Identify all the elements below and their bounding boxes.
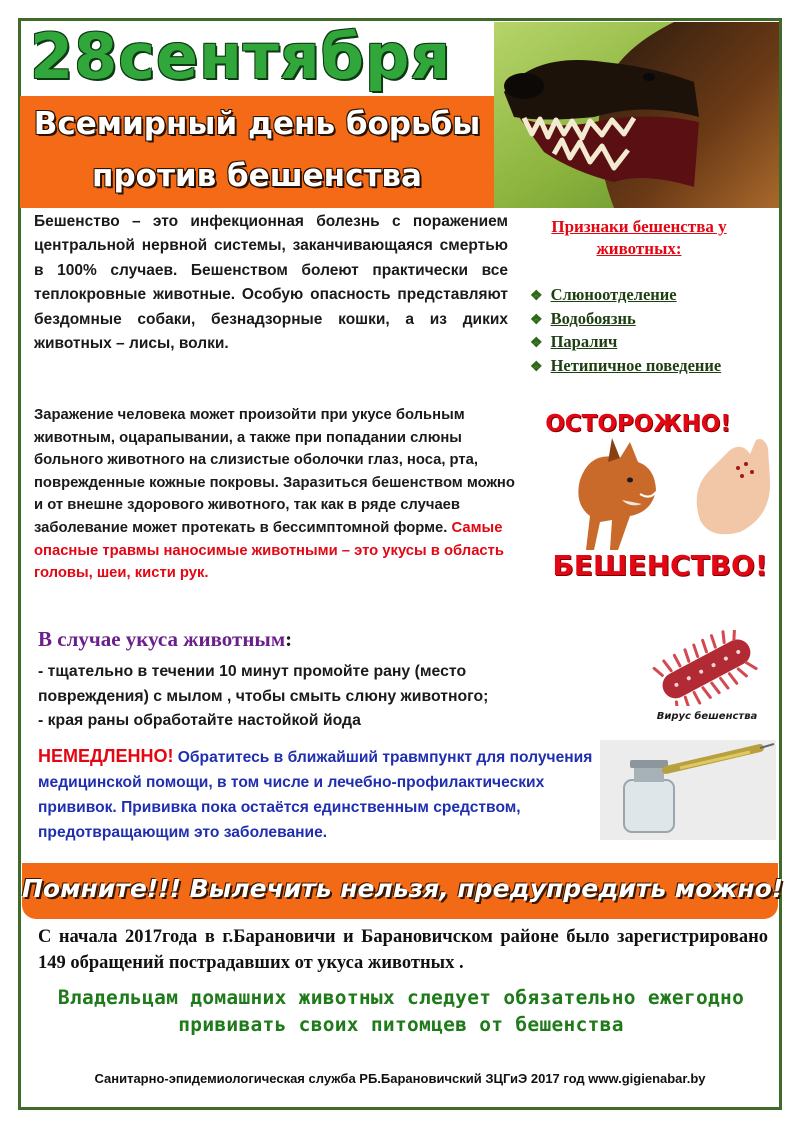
diamond-bullet-icon: ❖ — [530, 289, 543, 304]
infection-text: Заражение человека может произойти при укусе больным животным, оцарапывании, а также при попадании слюны больного животного на слизистые оболочки глаз, носа, рта, поврежденные кожные покровы. Заразиться бешенством можно и от внешне здорового животного, так как в ряде случаев заболевание может протекать в бессимптомной форме. — [34, 407, 515, 536]
remember-text: Помните!!! Вылечить нельзя, предупредить можно! — [22, 874, 784, 903]
signs-heading — [512, 216, 766, 260]
sign-item — [530, 331, 780, 355]
remember-banner — [22, 863, 784, 919]
bite-heading-colon: : — [285, 627, 293, 651]
title-banner — [20, 96, 494, 208]
urgent-paragraph — [38, 744, 614, 845]
rabies-virus-illustration — [648, 630, 764, 706]
title-line-1: Всемирный день борьбы — [33, 106, 481, 142]
statistics-text: С начала 2017года в г.Барановичи и Барановичском районе было зарегистрировано 149 обращений пострадавших от укуса животных . — [38, 927, 768, 973]
urgent-lead: НЕМЕДЛЕННО! — [38, 746, 174, 766]
bite-heading — [38, 626, 292, 652]
sign-item — [530, 355, 780, 379]
intro-paragraph: Бешенство – это инфекционная болезнь с поражением центральной нервной системы, заканчивающаяся смертью в 100% случаев. Бешенством болеют практически все теплокровные животные. Особую опасность представляют бездомные собаки, безнадзорные кошки, а из диких животных – лисы, волки. — [34, 213, 508, 353]
title-line-2: против бешенства — [92, 158, 422, 194]
diamond-bullet-icon: ❖ — [530, 359, 543, 375]
bite-step-1: - тщательно в течении 10 минут промойте рану (место повреждения) с мылом , чтобы смыть слюну животного; — [38, 663, 489, 705]
fox-and-bitten-hand-illustration — [560, 420, 782, 554]
bite-heading-text: В случае укуса животным — [38, 627, 286, 651]
sign-item — [530, 284, 780, 308]
diamond-bullet-icon: ❖ — [530, 312, 543, 328]
angry-dog-photo — [494, 22, 779, 208]
signs-heading-text: Признаки бешенства у животных: — [551, 217, 727, 258]
infection-paragraph — [34, 404, 528, 585]
diamond-bullet-icon: ❖ — [530, 336, 543, 351]
date-heading: 28сентября — [30, 20, 452, 93]
infection-highlight: Самые опасные травмы наносимые животными – это укусы в область головы, шеи, кисти рук. — [34, 519, 504, 582]
bite-step-2: - края раны обработайте настойкой йода — [38, 712, 361, 729]
virus-caption: Вирус бешенства — [656, 711, 758, 722]
urgent-text: Обратитесь в ближайший травмпункт для получения медицинской помощи, в том числе и лечебно-профилактических прививок. Прививка пока остаётся единственным средством, предотвращающим это заболевание. — [38, 749, 593, 841]
bite-steps — [38, 660, 558, 734]
vaccine-vial-illustration — [600, 740, 776, 840]
signs-list — [530, 284, 780, 378]
caution-heading: ОСТОРОЖНО! — [545, 411, 731, 437]
sign-item-label: Нетипичное поведение — [550, 355, 722, 375]
sign-item — [530, 308, 780, 332]
rabies-warning-heading: БЕШЕНСТВО! — [552, 549, 768, 582]
sign-item-label: Водобоязнь — [550, 308, 636, 328]
sign-item-label: Слюноотделение — [550, 285, 677, 304]
footer-credits: Санитарно-эпидемиологическая служба РБ.Барановичский ЗЦГиЭ 2017 год www.gigienabar.by — [94, 1071, 706, 1086]
sign-item-label: Паралич — [550, 332, 618, 351]
owners-advice: Владельцам домашних животных следует обязательно ежегодно прививать своих питомцев от бешенства — [57, 986, 745, 1036]
